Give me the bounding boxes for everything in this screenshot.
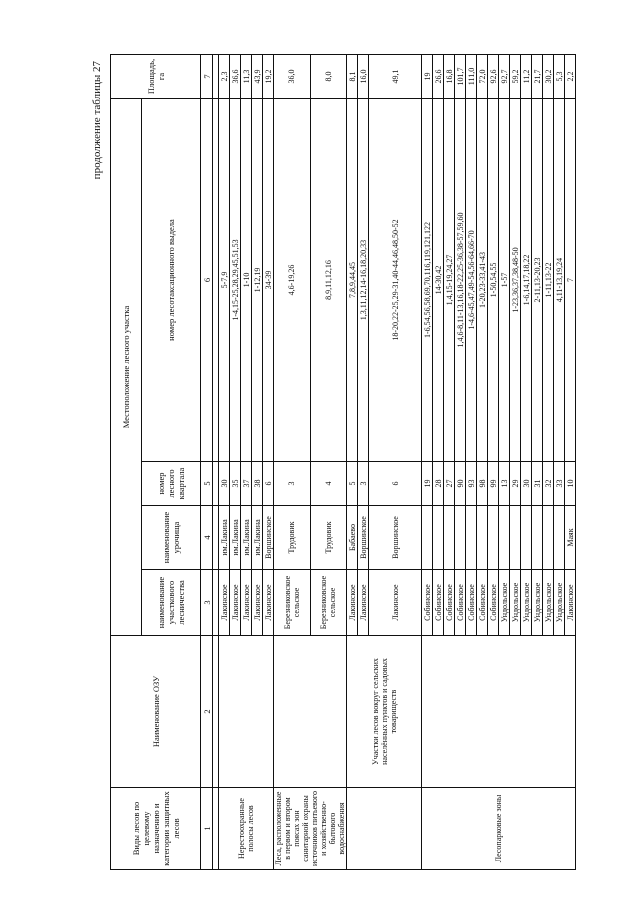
header-num-3: 3	[201, 570, 213, 636]
cell-quarter: 5	[347, 462, 358, 506]
cell-quarter: 38	[252, 462, 263, 506]
cell-forestry: Лакинское	[230, 570, 241, 636]
cell-allotment: 7	[565, 99, 576, 462]
table-caption: продолжение таблицы 27	[91, 61, 103, 180]
cell-tract: Трудовик	[274, 506, 311, 570]
header-num-5: 5	[201, 462, 213, 506]
cell-forestry: Лакинское	[358, 570, 369, 636]
cell-area: 11,2	[521, 55, 532, 99]
cell-area: 11,3	[241, 55, 252, 99]
cell-tract: Воршинское	[358, 506, 369, 570]
cell-forestry: Лакинское	[369, 570, 422, 636]
cell-area: 43,9	[252, 55, 263, 99]
cell-tract	[422, 506, 433, 570]
cell-tract	[510, 506, 521, 570]
table-row	[219, 55, 230, 870]
cell-forestry: Лакинское	[252, 570, 263, 636]
cell-forestry: Лакинское	[565, 570, 576, 636]
cell-area: 92,6	[488, 55, 499, 99]
cell-forestry: Лакинское	[219, 570, 230, 636]
cell-area: 92,7	[499, 55, 510, 99]
forest-table	[110, 54, 576, 870]
cell-allotment: 1-6,14,17,18,22	[521, 99, 532, 462]
ozu-cell	[274, 636, 347, 788]
cell-forestry: Ундольское	[521, 570, 532, 636]
cell-tract	[433, 506, 444, 570]
cell-tract: им.Лакина	[241, 506, 252, 570]
cell-quarter: 99	[488, 462, 499, 506]
cell-quarter: 30	[219, 462, 230, 506]
cell-quarter: 93	[466, 462, 477, 506]
cell-tract: Бабаево	[347, 506, 358, 570]
cell-forestry: Березниковское сельское	[274, 570, 311, 636]
cell-quarter: 31	[532, 462, 543, 506]
cell-allotment: 5-7,9	[219, 99, 230, 462]
cell-quarter: 13	[499, 462, 510, 506]
rural-type-cell	[347, 788, 422, 870]
cell-allotment: 4,11-13,19,24	[554, 99, 565, 462]
cell-allotment: 1-4,6-45,47,49-54,56-64,66-70	[466, 99, 477, 462]
cell-tract	[444, 506, 455, 570]
cell-quarter: 28	[433, 462, 444, 506]
cell-quarter: 90	[455, 462, 466, 506]
ozu-cell	[422, 636, 576, 788]
cell-area: 19,2	[263, 55, 274, 99]
cell-forestry: Лакинское	[263, 570, 274, 636]
cell-tract	[521, 506, 532, 570]
cell-allotment: 14-30,42	[433, 99, 444, 462]
header-num-1: 1	[201, 788, 213, 870]
cell-quarter: 29	[510, 462, 521, 506]
cell-forestry: Ундольское	[510, 570, 521, 636]
cell-tract: им.Лакина	[219, 506, 230, 570]
cell-area: 8,1	[347, 55, 358, 99]
cell-quarter: 10	[565, 462, 576, 506]
cell-tract	[499, 506, 510, 570]
table-row	[347, 55, 358, 870]
cell-quarter: 27	[444, 462, 455, 506]
cell-area: 16,0	[358, 55, 369, 99]
cell-forestry: Собинское	[477, 570, 488, 636]
cell-tract: им.Лакина	[252, 506, 263, 570]
cell-tract: Трудовик	[310, 506, 347, 570]
cell-allotment: 1-20,23-33,41-43	[477, 99, 488, 462]
header-forestry: наименование участкового лесничества	[142, 570, 201, 636]
cell-area: 72,0	[477, 55, 488, 99]
cell-forestry: Лакинское	[241, 570, 252, 636]
cell-tract	[488, 506, 499, 570]
cell-area: 36,0	[274, 55, 311, 99]
cell-forestry: Собинское	[444, 570, 455, 636]
cell-quarter: 6	[369, 462, 422, 506]
table-row	[274, 55, 311, 870]
cell-forestry: Собинское	[455, 570, 466, 636]
cell-area: 101,7	[455, 55, 466, 99]
cell-forestry: Ундольское	[532, 570, 543, 636]
cell-allotment: 1-11,13-22	[543, 99, 554, 462]
cell-forestry: Березниковское сельское	[310, 570, 347, 636]
table-row	[422, 55, 433, 870]
cell-quarter: 35	[230, 462, 241, 506]
cell-forestry: Собинское	[466, 570, 477, 636]
cell-allotment: 1-12,19	[252, 99, 263, 462]
cell-quarter: 6	[263, 462, 274, 506]
cell-tract	[554, 506, 565, 570]
header-forest-type: Виды лесов по целевому назначению и категории защитных лесов	[111, 788, 201, 870]
cell-tract	[466, 506, 477, 570]
header-quarter: номер лесного квартала	[142, 462, 201, 506]
cell-area: 30,2	[543, 55, 554, 99]
cell-forestry: Ундольское	[554, 570, 565, 636]
cell-area: 26,6	[433, 55, 444, 99]
cell-forestry: Собинское	[422, 570, 433, 636]
cell-allotment: 8,9,11,12,16	[310, 99, 347, 462]
cell-area: 59,2	[510, 55, 521, 99]
group-nerest: Нерестоохранные полосы лесов	[219, 788, 274, 870]
cell-quarter: 30	[521, 462, 532, 506]
cell-tract	[543, 506, 554, 570]
cell-tract: Воршинское	[263, 506, 274, 570]
group-park: Лесопарковые зоны	[422, 788, 576, 870]
cell-tract: Воршинское	[369, 506, 422, 570]
cell-quarter: 3	[358, 462, 369, 506]
cell-allotment: 18-20,22-25,29-31,40-44,46,48,50-52	[369, 99, 422, 462]
cell-area: 21,7	[532, 55, 543, 99]
cell-allotment: 1,4,6-8,11-13,16,18-22,25-36,38-57,59,60	[455, 99, 466, 462]
cell-quarter: 98	[477, 462, 488, 506]
cell-allotment: 34-39	[263, 99, 274, 462]
cell-forestry: Лакинское	[347, 570, 358, 636]
cell-allotment: 1-50,54,55	[488, 99, 499, 462]
cell-forestry: Ундольское	[499, 570, 510, 636]
header-location-group: Местоположение лесного участка	[111, 99, 142, 636]
cell-tract: им.Лакина	[230, 506, 241, 570]
cell-area: 36,6	[230, 55, 241, 99]
cell-quarter: 37	[241, 462, 252, 506]
header-num-2: 2	[201, 636, 213, 788]
cell-area: 111,0	[466, 55, 477, 99]
cell-allotment: 1-57	[499, 99, 510, 462]
header-num-7: 7	[201, 55, 213, 99]
header-tract: наименование урочища	[142, 506, 201, 570]
group-sanitary: Леса, расположенные в первом и втором поясах зон санитарной охраны источников питьевого и хозяйственно-бытового водоснабжения	[274, 788, 347, 870]
cell-allotment: 1-4,15-25,28,29,45,51,53	[230, 99, 241, 462]
cell-tract	[477, 506, 488, 570]
cell-quarter: 33	[554, 462, 565, 506]
cell-allotment: 2-11,13-20,23	[532, 99, 543, 462]
header-ozu-name: Наименование ОЗУ	[111, 636, 201, 788]
cell-allotment: 1,3,11,12,14-16,18,20,33	[358, 99, 369, 462]
cell-forestry: Ундольское	[543, 570, 554, 636]
cell-tract: Маяк	[565, 506, 576, 570]
group-rural: Участки лесов вокруг сельских населённых пунктов и садовых товариществ	[347, 636, 422, 788]
cell-quarter: 19	[422, 462, 433, 506]
header-num-6: 6	[201, 99, 213, 462]
cell-tract	[455, 506, 466, 570]
cell-area: 2,2	[565, 55, 576, 99]
cell-allotment: 7,8,9,44,45	[347, 99, 358, 462]
cell-area: 49,1	[369, 55, 422, 99]
cell-area: 16,8	[444, 55, 455, 99]
cell-area: 8,0	[310, 55, 347, 99]
header-area: Площадь, га	[111, 55, 201, 99]
cell-allotment: 4,6-19,26	[274, 99, 311, 462]
cell-quarter: 32	[543, 462, 554, 506]
cell-allotment: 1-6,54,56,58,69,70,116,119,121,122	[422, 99, 433, 462]
cell-area: 2,3	[219, 55, 230, 99]
cell-quarter: 3	[274, 462, 311, 506]
header-allotment: номер лесотаксационного выдела	[142, 99, 201, 462]
cell-allotment: 1-23,36,37,38,48-50	[510, 99, 521, 462]
cell-allotment: 1,4,15-19,24,27	[444, 99, 455, 462]
cell-forestry: Собинское	[488, 570, 499, 636]
cell-quarter: 4	[310, 462, 347, 506]
cell-allotment: 1-10	[241, 99, 252, 462]
cell-area: 19	[422, 55, 433, 99]
rotated-page	[90, 55, 590, 870]
cell-forestry: Собинское	[433, 570, 444, 636]
cell-tract	[532, 506, 543, 570]
ozu-cell	[219, 636, 274, 788]
header-num-4: 4	[201, 506, 213, 570]
cell-area: 5,3	[554, 55, 565, 99]
